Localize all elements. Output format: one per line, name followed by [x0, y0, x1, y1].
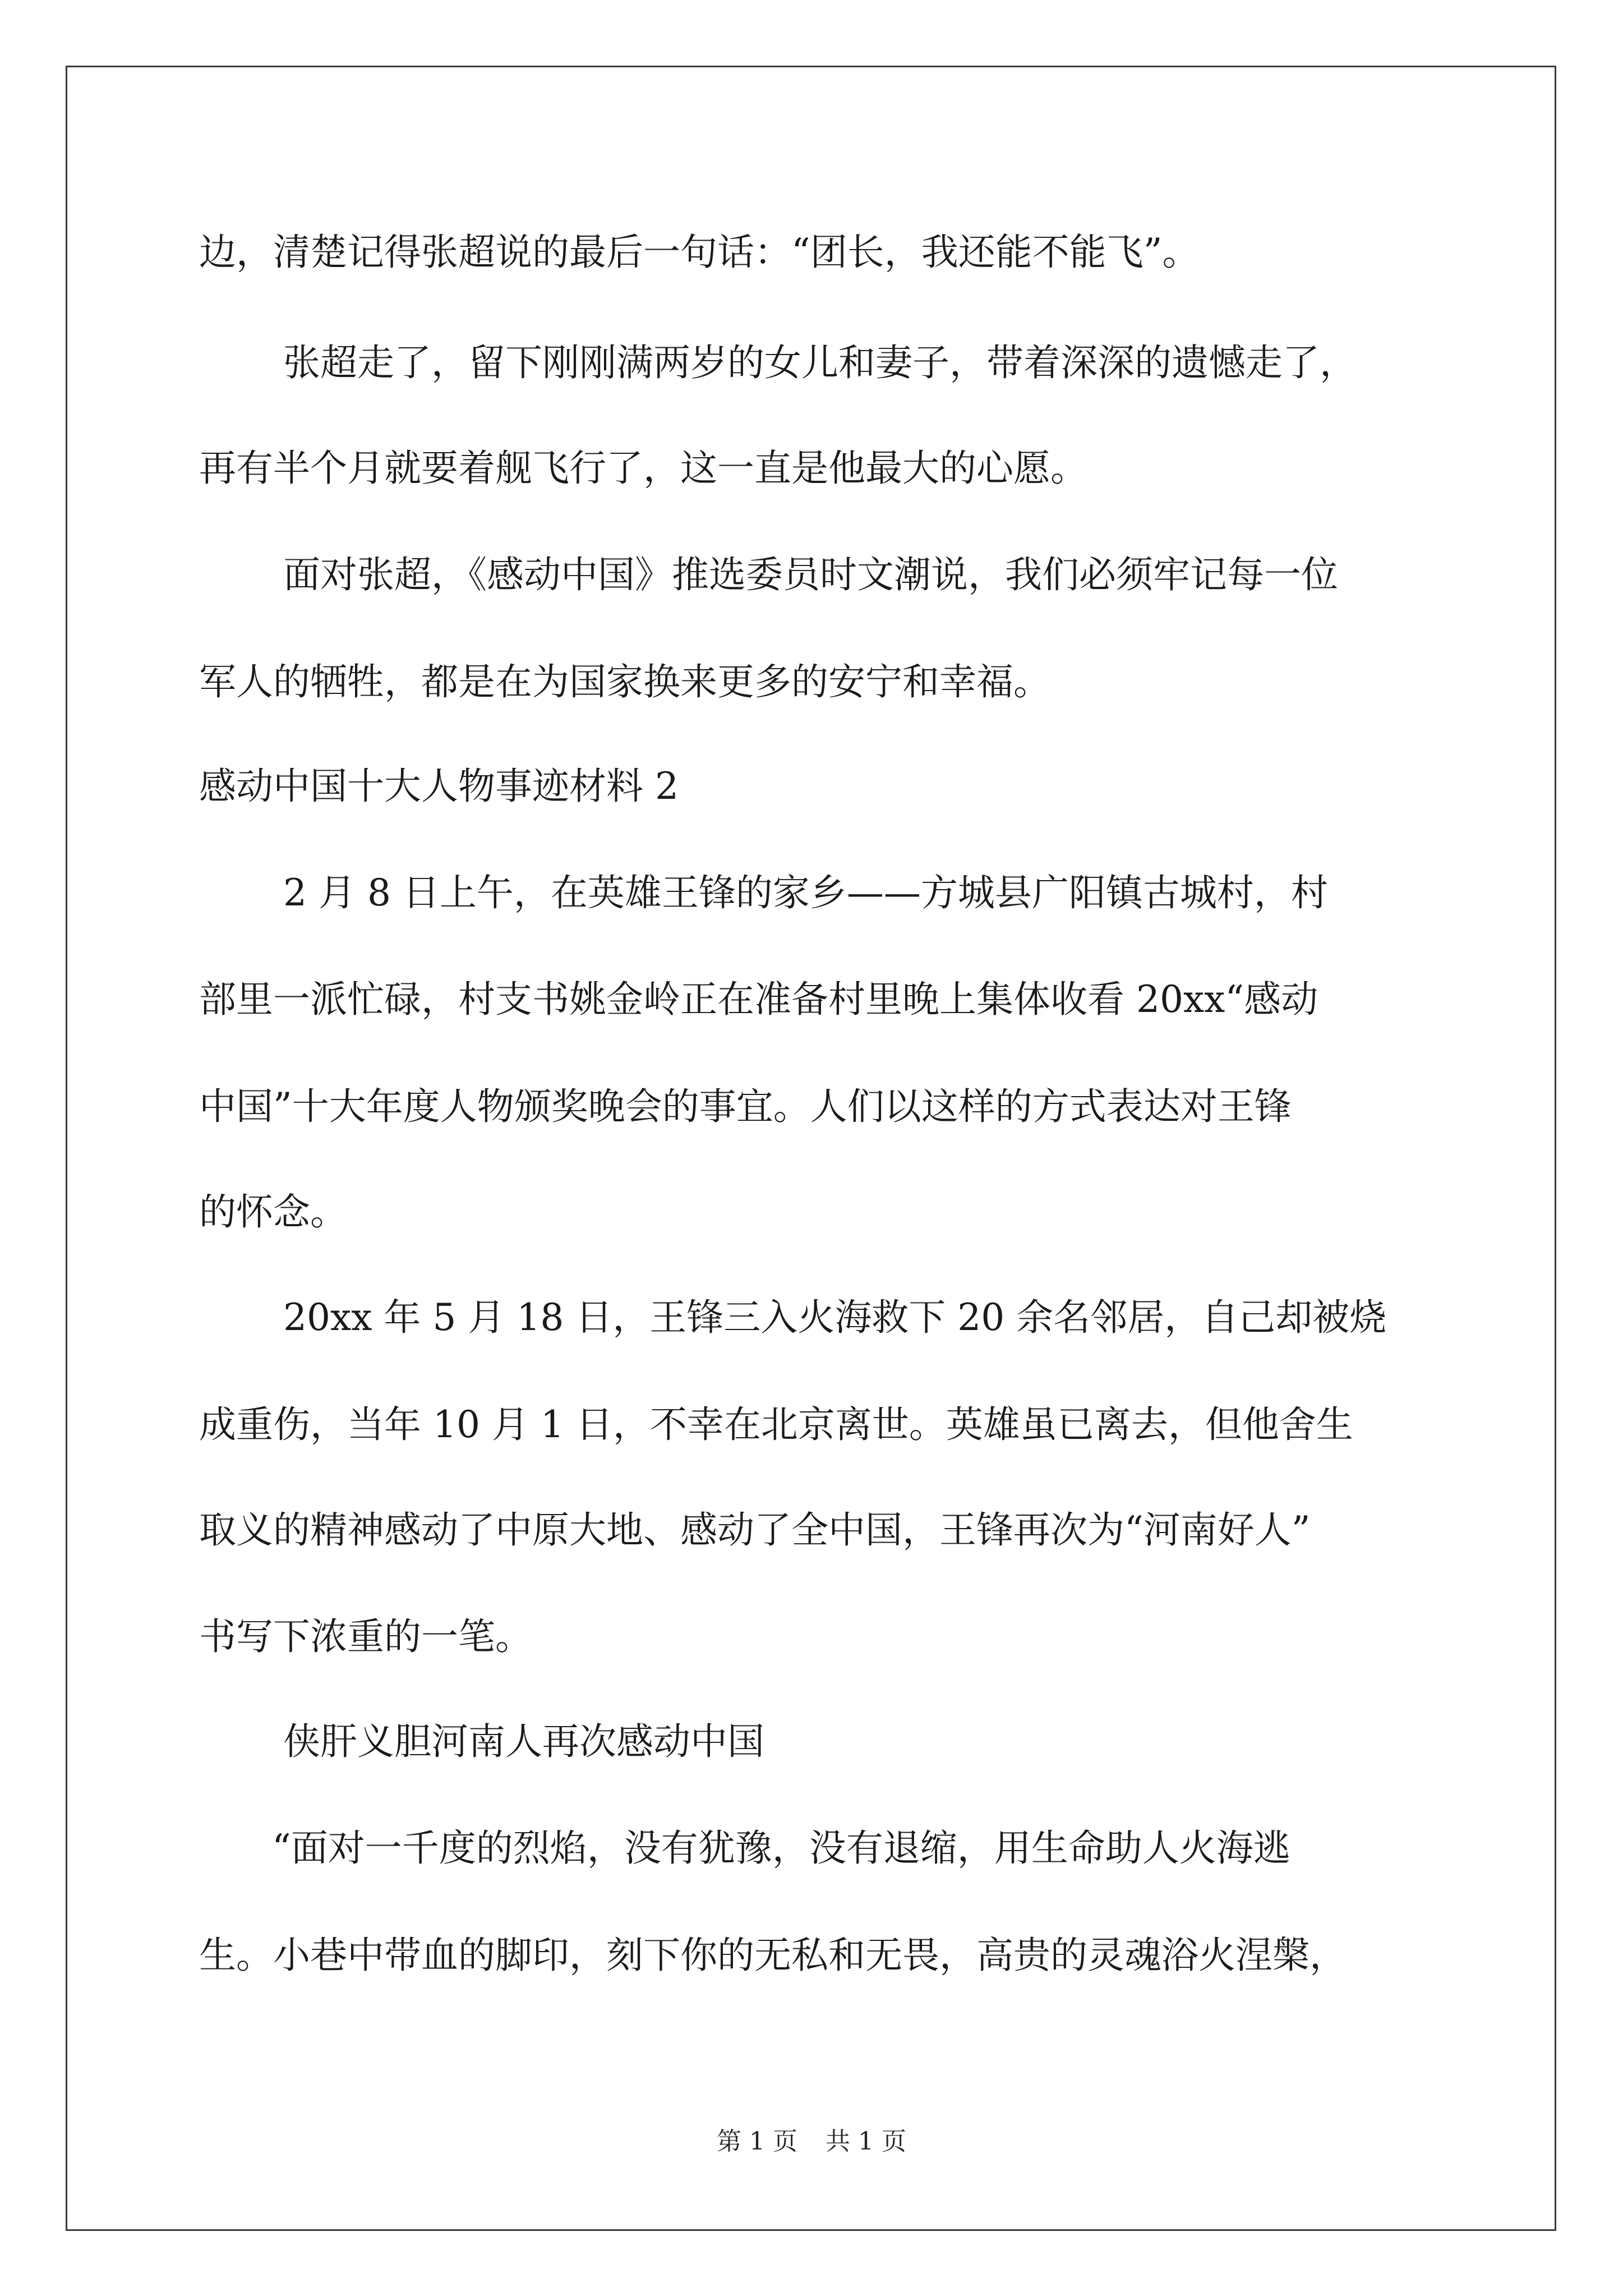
- text-line: 20xx 年 5 月 18 日，王锋三入火海救下 20 余名邻居，自己却被烧: [283, 1296, 1387, 1339]
- quote-line: “面对一千度的烈焰，没有犹豫，没有退缩，用生命助人火海逃: [272, 1826, 1290, 1870]
- subheading: 侠肝义胆河南人再次感动中国: [283, 1720, 764, 1763]
- text-line: 的怀念。: [199, 1190, 347, 1234]
- text-line: 取义的精神感动了中原大地、感动了全中国，王锋再次为“河南好人”: [199, 1508, 1311, 1552]
- section-heading: 感动中国十大人物事迹材料 2: [199, 765, 679, 808]
- page-number-total: 共 1 页: [826, 2127, 906, 2156]
- text-line: 部里一派忙碌，村支书姚金岭正在准备村里晚上集体收看 20xx“感动: [199, 978, 1318, 1021]
- page-number-current: 第 1 页: [717, 2127, 797, 2156]
- text-line: 边，清楚记得张超说的最后一句话：“团长，我还能不能飞”。: [199, 231, 1200, 274]
- text-line: 2 月 8 日上午，在英雄王锋的家乡——方城县广阳镇古城村，村: [283, 871, 1328, 914]
- page-border: [66, 66, 1556, 2231]
- text-line: 书写下浓重的一笔。: [199, 1615, 532, 1658]
- text-line: 成重伤，当年 10 月 1 日，不幸在北京离世。英雄虽已离去，但他舍生: [199, 1403, 1353, 1446]
- text-line: 面对张超，《感动中国》推选委员时文潮说，我们必须牢记每一位: [283, 553, 1338, 596]
- text-line: 中国”十大年度人物颁奖晚会的事宜。人们以这样的方式表达对王锋: [199, 1085, 1292, 1128]
- text-line: 再有半个月就要着舰飞行了，这一直是他最大的心愿。: [199, 447, 1087, 490]
- text-line: 张超走了，留下刚刚满两岁的女儿和妻子，带着深深的遗憾走了，: [283, 341, 1357, 384]
- text-line: 生。小巷中带血的脚印，刻下你的无私和无畏，高贵的灵魂浴火涅槃，: [199, 1934, 1347, 1977]
- page-footer: [0, 2126, 1623, 2157]
- text-line: 军人的牺牲，都是在为国家换来更多的安宁和幸福。: [199, 660, 1050, 703]
